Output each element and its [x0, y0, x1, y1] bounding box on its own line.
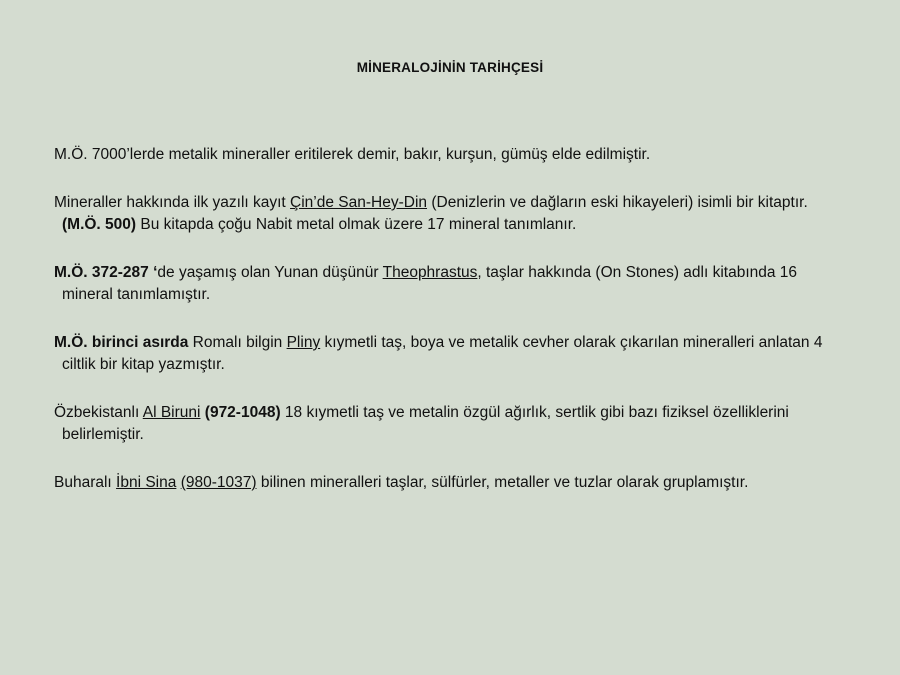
- underlined-term: Theophrastus: [382, 264, 478, 281]
- paragraph-san-hey-din: [54, 192, 844, 236]
- paragraph-ibni-sina: [54, 472, 844, 494]
- paragraph-text: M.Ö. 7000’lerde metalik mineraller eritilerek demir, bakır, kurşun, gümüş elde edilmiştir.: [54, 146, 651, 163]
- underlined-term: Çin’de San-Hey-Din: [290, 194, 428, 211]
- paragraph-text: (Denizlerin ve dağların eski hikayeleri) isimli bir kitaptır.: [427, 194, 808, 211]
- paragraph-metal-smelting: [54, 144, 844, 166]
- underlined-date: (980-1037): [180, 474, 257, 491]
- paragraph-text: Romalı bilgin: [188, 334, 287, 351]
- slide-title: MİNERALOJİNİN TARİHÇESİ: [356, 60, 544, 75]
- paragraph-text: bilinen mineralleri taşlar, sülfürler, metaller ve tuzlar olarak gruplamıştır.: [256, 474, 749, 491]
- paragraph-text: de yaşamış olan Yunan düşünür: [157, 264, 383, 281]
- underlined-term: İbni Sina: [116, 474, 177, 491]
- paragraph-text: Mineraller hakkında ilk yazılı kayıt: [54, 194, 291, 211]
- paragraph-text: kıymetli taş, boya ve metalik cevher olarak çıkarılan mineralleri anlatan 4 ciltlik bir kitap yazmıştır.: [62, 334, 823, 373]
- paragraph-text: Buharalı: [54, 474, 117, 491]
- paragraph-theophrastus: [54, 262, 844, 306]
- paragraph-pliny: [54, 332, 844, 376]
- paragraph-text: Bu kitapda çoğu Nabit metal olmak üzere 17 mineral tanımlanır.: [136, 216, 577, 233]
- slide-content: [54, 144, 844, 520]
- underlined-term: Pliny: [286, 334, 321, 351]
- bold-date: (M.Ö. 500): [62, 216, 137, 233]
- underlined-term: Al Biruni: [142, 404, 201, 421]
- paragraph-text: Özbekistanlı: [54, 404, 143, 421]
- paragraph-al-biruni: [54, 402, 844, 446]
- bold-date: (972-1048): [204, 404, 281, 421]
- bold-date: M.Ö. 372-287 ‘: [54, 264, 158, 281]
- paragraph-text: , taşlar hakkında (On Stones) adlı kitabında 16 mineral tanımlamıştır.: [62, 264, 798, 303]
- bold-date: M.Ö. birinci asırda: [54, 334, 189, 351]
- paragraph-text: 18 kıymetli taş ve metalin özgül ağırlık, sertlik gibi bazı fiziksel özelliklerini belirlemiştir.: [62, 404, 789, 443]
